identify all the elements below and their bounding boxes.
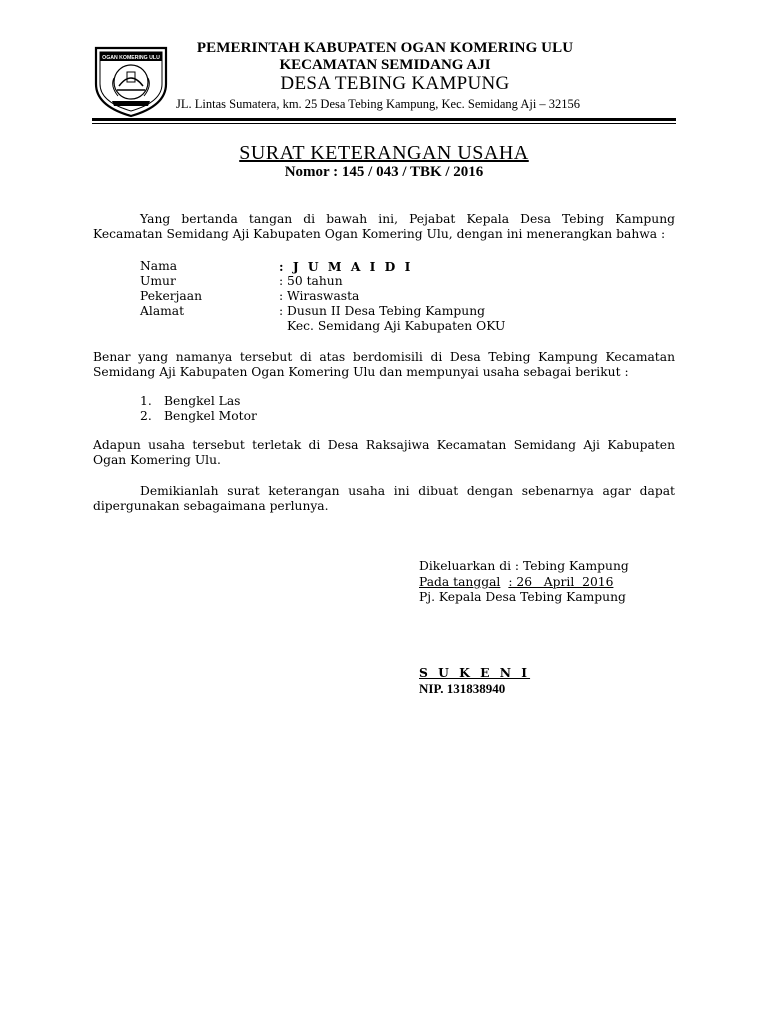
opening-paragraph: Yang bertanda tangan di bawah ini, Pejabat Kepala Desa Tebing Kampung Kecamatan Semidang Aji Kabupaten Ogan Komering Ulu, dengan ini menerangkan bahwa : [93, 212, 675, 241]
address-label: Alamat [140, 304, 185, 318]
letterhead-village: DESA TEBING KAMPUNG [280, 73, 510, 94]
regency-emblem [92, 40, 170, 118]
emblem-banner-text: OGAN KOMERING ULU [102, 55, 160, 61]
job-label: Pekerjaan [140, 289, 203, 303]
list-number: 2. [140, 409, 152, 423]
signer-position: Pj. Kepala Desa Tebing Kampung [419, 590, 626, 604]
address-value-line2: Kec. Semidang Aji Kabupaten OKU [287, 319, 506, 333]
identity-row-address-cont [140, 319, 505, 334]
issue-date [419, 575, 613, 590]
list-text: Bengkel Motor [164, 409, 257, 423]
name-value: : J U M A I D I [279, 259, 413, 274]
domicile-paragraph: Benar yang namanya tersebut di atas berdomisili di Desa Tebing Kampung Kecamatan Semidang Aji Kabupaten Ogan Komering Ulu dan mempunyai usaha sebagai berikut : [93, 350, 675, 379]
list-item [140, 394, 257, 409]
letterhead-rule-thin [92, 123, 676, 124]
identity-row-age [140, 274, 505, 289]
closing-paragraph: Demikianlah surat keterangan usaha ini dibuat dengan sebenarnya agar dapat dipergunakan sebagaimana perlunya. [93, 484, 675, 513]
identity-row-name [140, 259, 505, 274]
date-value: : 26 April 2016 [508, 575, 614, 589]
date-label: Pada tanggal [419, 575, 501, 589]
name-label: Nama [140, 259, 178, 273]
list-number: 1. [140, 394, 152, 408]
age-label: Umur [140, 274, 176, 288]
identity-block [140, 259, 505, 334]
letterhead-rule-thick [92, 118, 676, 121]
list-item [140, 409, 257, 424]
issued-at: Dikeluarkan di : Tebing Kampung [419, 559, 629, 573]
signer-nip: NIP. 131838940 [419, 681, 506, 696]
business-list [140, 394, 257, 424]
document-title: SURAT KETERANGAN USAHA [239, 142, 529, 164]
job-value: : Wiraswasta [279, 289, 360, 303]
location-paragraph: Adapun usaha tersebut terletak di Desa Raksajiwa Kecamatan Semidang Aji Kabupaten Ogan Komering Ulu. [93, 438, 675, 467]
letterhead-government: PEMERINTAH KABUPATEN OGAN KOMERING ULU [196, 40, 574, 56]
signer-name: S U K E N I [419, 665, 531, 680]
list-text: Bengkel Las [164, 394, 241, 408]
identity-row-address [140, 304, 505, 319]
document-number: Nomor : 145 / 043 / TBK / 2016 [284, 164, 484, 180]
letterhead-district: KECAMATAN SEMIDANG AJI [279, 57, 491, 73]
address-value-line1: : Dusun II Desa Tebing Kampung [279, 304, 485, 318]
identity-row-job [140, 289, 505, 304]
age-value: : 50 tahun [279, 274, 343, 288]
letterhead-address: JL. Lintas Sumatera, km. 25 Desa Tebing Kampung, Kec. Semidang Aji – 32156 [176, 97, 581, 111]
